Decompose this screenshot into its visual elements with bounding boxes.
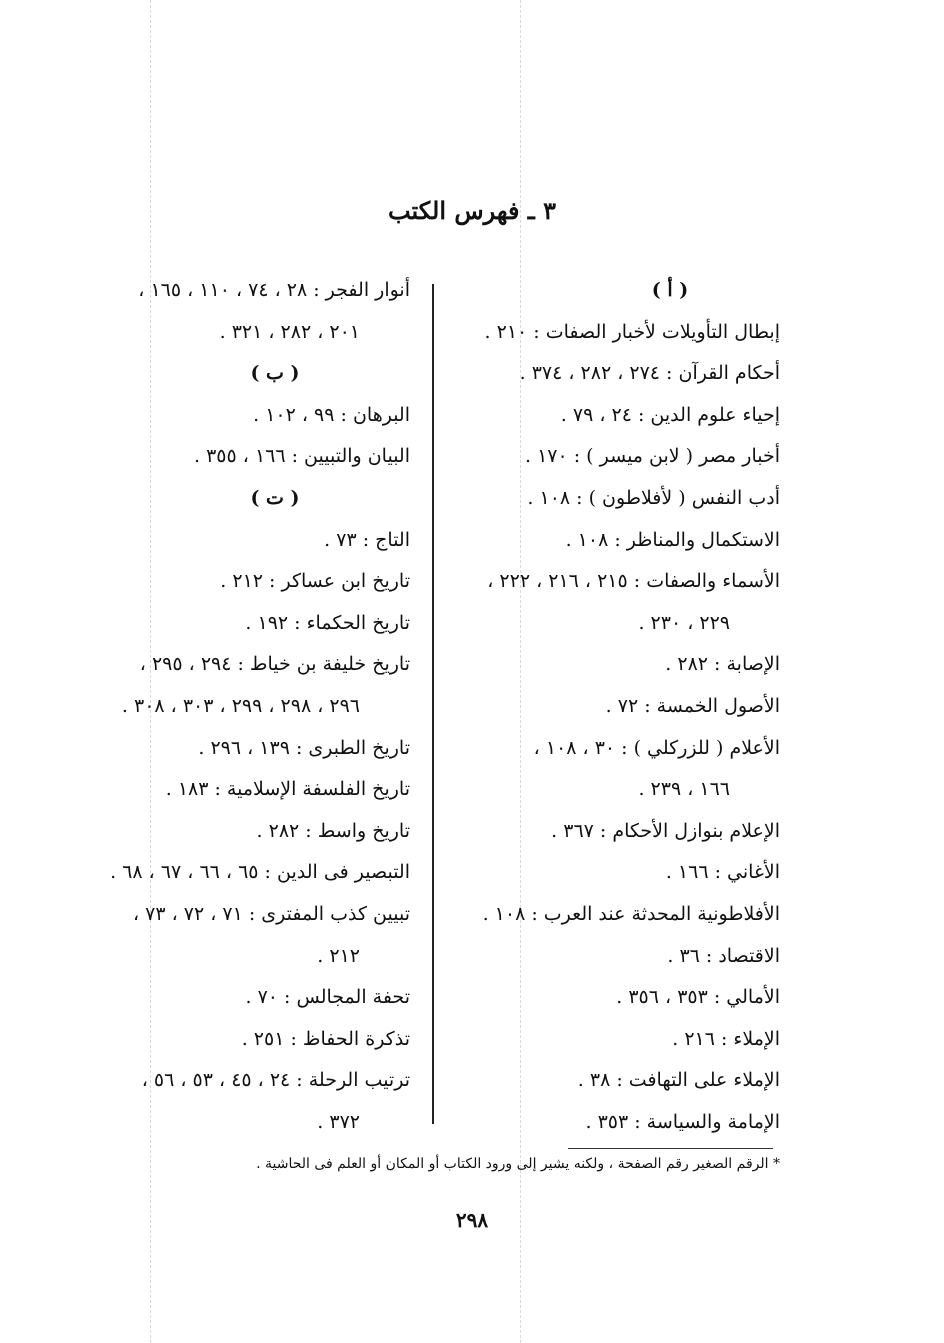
index-entry: تاريخ واسط : ٢٨٢ .	[256, 819, 410, 842]
index-entry: الأعلام ( للزركلي ) : ٣٠ ، ١٠٨ ،	[533, 736, 780, 759]
index-entry: الإصابة : ٢٨٢ .	[665, 653, 780, 676]
index-entry: التاج : ٧٣ .	[324, 528, 410, 551]
index-entry: أخبار مصر ( لابن ميسر ) : ١٧٠ .	[524, 445, 780, 468]
index-entry: الأفلاطونية المحدثة عند العرب : ١٠٨ .	[482, 902, 780, 925]
index-entry-continuation: ٣٧٢ .	[317, 1110, 360, 1133]
index-entry: أحكام القرآن : ٢٧٤ ، ٢٨٢ ، ٣٧٤ .	[519, 362, 780, 385]
index-entry: الأمالي : ٣٥٣ ، ٣٥٦ .	[616, 986, 780, 1009]
index-entry-continuation: ٢١٢ .	[317, 944, 360, 967]
index-entry-continuation: ١٦٦ ، ٢٣٩ .	[638, 778, 730, 801]
index-entry: أنوار الفجر : ٢٨ ، ٧٤ ، ١١٠ ، ١٦٥ ،	[138, 279, 410, 301]
index-entry: الإعلام بنوازل الأحكام : ٣٦٧ .	[551, 819, 780, 842]
footnote: * الرقم الصغير رقم الصفحة ، ولكنه يشير إلى ورود الكتاب أو المكان أو العلم فى الحاشية .	[256, 1156, 780, 1172]
index-entry: أدب النفس ( لأفلاطون ) : ١٠٨ .	[527, 486, 780, 509]
index-entry: تاريخ الحكماء : ١٩٢ .	[245, 611, 410, 634]
index-entry: الإملاء : ٢١٦ .	[672, 1027, 780, 1050]
index-entry: تذكرة الحفاظ : ٢٥١ .	[241, 1027, 410, 1050]
index-entry: الإملاء على التهافت : ٣٨ .	[577, 1069, 780, 1092]
index-entry: الاستكمال والمناظر : ١٠٨ .	[565, 528, 780, 551]
page-number: ٢٩٨	[455, 1208, 489, 1232]
index-entry: الأصول الخمسة : ٧٢ .	[605, 694, 780, 717]
index-entry: تبيين كذب المفترى : ٧١ ، ٧٢ ، ٧٣ ،	[132, 902, 410, 925]
index-entry: ترتيب الرحلة : ٢٤ ، ٤٥ ، ٥٣ ، ٥٦ ،	[141, 1069, 410, 1092]
index-entry-continuation: ٢٠١ ، ٢٨٢ ، ٣٢١ .	[219, 320, 360, 343]
left-column	[60, 270, 410, 1143]
index-entry: تاريخ ابن عساكر : ٢١٢ .	[220, 570, 410, 593]
section-letter: ( ب )	[250, 362, 300, 385]
index-entry-continuation: ٢٩٦ ، ٢٩٨ ، ٢٩٩ ، ٣٠٣ ، ٣٠٨ .	[121, 694, 360, 717]
index-entry: البيان والتبيين : ١٦٦ ، ٣٥٥ .	[194, 445, 410, 468]
index-entry: الأسماء والصفات : ٢١٥ ، ٢١٦ ، ٢٢٢ ،	[487, 570, 780, 593]
index-entry: تاريخ خليفة بن خياط : ٢٩٤ ، ٢٩٥ ،	[139, 653, 410, 676]
index-entry-continuation: ٢٢٩ ، ٢٣٠ .	[638, 611, 730, 634]
index-entry: تاريخ الفلسفة الإسلامية : ١٨٣ .	[165, 778, 410, 801]
section-letter: ( ت )	[250, 486, 300, 509]
column-divider	[432, 284, 434, 1124]
footnote-rule	[568, 1148, 773, 1149]
index-entry: التبصير فى الدين : ٦٥ ، ٦٦ ، ٦٧ ، ٦٨ .	[110, 861, 410, 884]
index-entry: تحفة المجالس : ٧٠ .	[245, 986, 410, 1009]
index-entry: الأغاني : ١٦٦ .	[665, 861, 780, 884]
index-entry: الإمامة والسياسة : ٣٥٣ .	[585, 1110, 780, 1133]
index-entry: إحياء علوم الدين : ٢٤ ، ٧٩ .	[560, 403, 780, 426]
index-entry: إبطال التأويلات لأخبار الصفات : ٢١٠ .	[484, 320, 780, 343]
index-entry: الاقتصاد : ٣٦ .	[667, 944, 780, 967]
page-title: ٣ ـ فهرس الكتب	[387, 196, 557, 225]
right-column	[450, 270, 780, 1143]
section-letter: ( أ )	[651, 279, 689, 301]
index-entry: البرهان : ٩٩ ، ١٠٢ .	[253, 403, 410, 426]
index-entry: تاريخ الطبرى : ١٣٩ ، ٢٩٦ .	[198, 736, 410, 759]
